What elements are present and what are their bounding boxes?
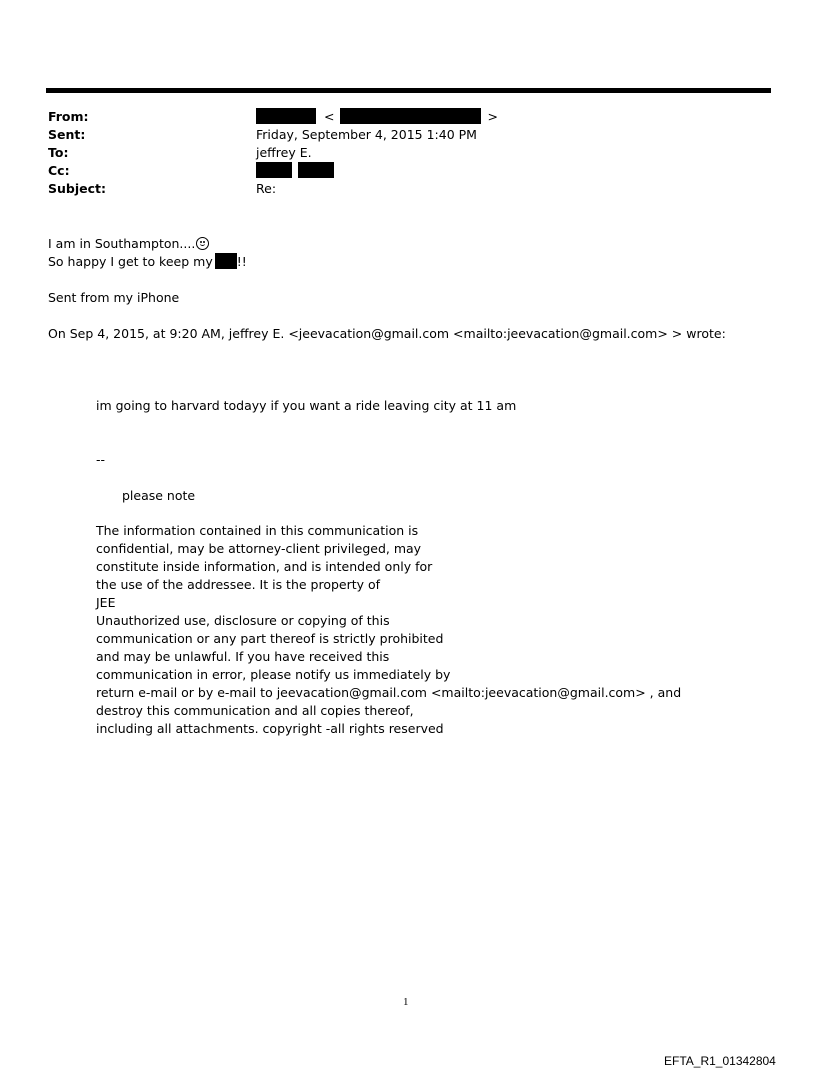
disclaimer-line: confidential, may be attorney-client privileged, may bbox=[96, 541, 422, 556]
page-number: 1 bbox=[403, 996, 409, 1008]
disclaimer-line: The information contained in this communication is bbox=[96, 523, 419, 538]
to-label: To: bbox=[48, 145, 69, 160]
reply-line-2 bbox=[48, 253, 247, 271]
cc-label: Cc: bbox=[48, 163, 70, 178]
document-id: EFTA_R1_01342804 bbox=[664, 1054, 776, 1068]
redaction-block bbox=[256, 108, 316, 124]
sent-from-signature: Sent from my iPhone bbox=[48, 290, 180, 305]
disclaimer-line: the use of the addressee. It is the property of bbox=[96, 577, 381, 592]
reply-text: So happy I get to keep my bbox=[48, 254, 213, 269]
signature-separator: -- bbox=[96, 452, 106, 467]
to-value: jeffrey E. bbox=[256, 145, 312, 160]
quote-intro: On Sep 4, 2015, at 9:20 AM, jeffrey E. <jeevacation@gmail.com <mailto:jeevacation@gmail.com> > wrote: bbox=[48, 326, 726, 341]
disclaimer-line: JEE bbox=[96, 595, 116, 610]
disclaimer-line: return e-mail or by e-mail to jeevacation@gmail.com <mailto:jeevacation@gmail.com> , and bbox=[96, 685, 682, 700]
sent-label: Sent: bbox=[48, 127, 86, 142]
redaction-block bbox=[256, 162, 292, 178]
disclaimer-line: including all attachments. copyright -all rights reserved bbox=[96, 721, 444, 736]
disclaimer-line: Unauthorized use, disclosure or copying of this bbox=[96, 613, 390, 628]
subject-label: Subject: bbox=[48, 181, 106, 196]
reply-text: !! bbox=[236, 254, 247, 269]
disclaimer-line: constitute inside information, and is intended only for bbox=[96, 559, 433, 574]
from-email-close: > bbox=[487, 109, 498, 124]
redaction-block bbox=[298, 162, 334, 178]
reply-text: I am in Southampton.... bbox=[48, 236, 196, 251]
redaction-block bbox=[215, 253, 237, 269]
smiley-icon bbox=[196, 237, 209, 250]
reply-line-1 bbox=[48, 235, 209, 253]
original-message: im going to harvard todayy if you want a ride leaving city at 11 am bbox=[96, 398, 517, 413]
disclaimer-line: communication or any part thereof is strictly prohibited bbox=[96, 631, 444, 646]
from-label: From: bbox=[48, 109, 89, 124]
please-note: please note bbox=[122, 488, 196, 503]
cc-value bbox=[256, 162, 334, 180]
disclaimer-line: destroy this communication and all copies thereof, bbox=[96, 703, 414, 718]
subject-value: Re: bbox=[256, 181, 277, 196]
redaction-block bbox=[340, 108, 481, 124]
from-email-open: < bbox=[323, 109, 335, 124]
disclaimer-line: and may be unlawful. If you have received this bbox=[96, 649, 390, 664]
sent-value: Friday, September 4, 2015 1:40 PM bbox=[256, 127, 477, 142]
disclaimer-line: communication in error, please notify us immediately by bbox=[96, 667, 451, 682]
header-rule bbox=[46, 88, 771, 93]
from-value bbox=[256, 108, 498, 126]
